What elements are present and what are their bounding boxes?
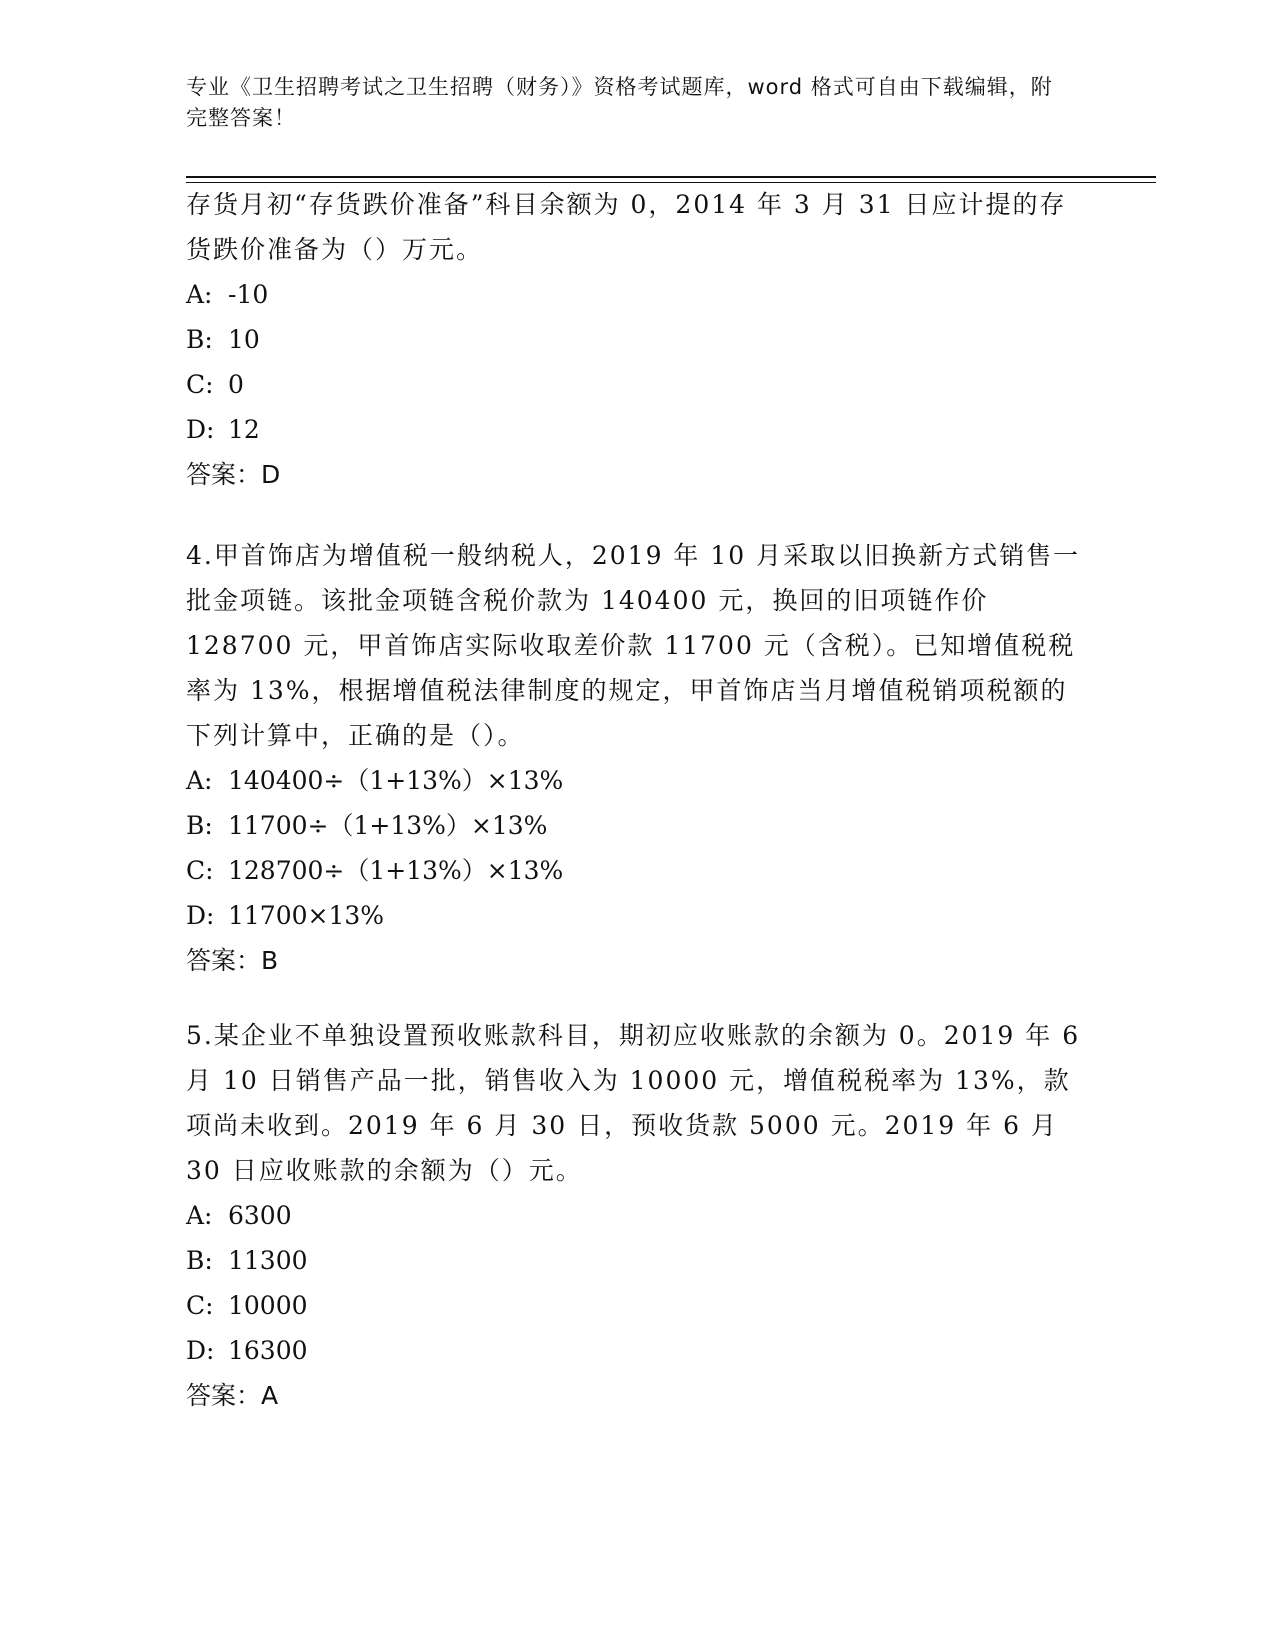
answer-line: 答案：B [186, 946, 279, 975]
option-key: A: [186, 766, 213, 795]
option-key: B: [186, 325, 213, 354]
header-divider-thick [186, 176, 1156, 178]
option-value: 16300 [228, 1336, 308, 1365]
option-d [186, 893, 1086, 938]
option-value: 128700÷（1+13%）×13% [228, 856, 564, 885]
option-value: 10 [228, 325, 260, 354]
question-block [186, 1013, 1086, 1418]
option-b [186, 317, 1086, 362]
option-c [186, 848, 1086, 893]
option-key: D: [186, 415, 215, 444]
answer-line: 答案：A [186, 1381, 279, 1410]
option-value: 140400÷（1+13%）×13% [228, 766, 564, 795]
question-text: 存货月初“存货跌价准备”科目余额为 0，2014 年 3 月 31 日应计提的存货跌价准备为（）万元。 [186, 190, 1067, 264]
option-d [186, 1328, 1086, 1373]
option-d [186, 407, 1086, 452]
option-key: D: [186, 901, 215, 930]
option-value: 11700×13% [228, 901, 385, 930]
question-block [186, 533, 1086, 983]
option-key: C: [186, 856, 214, 885]
option-value: 6300 [228, 1201, 292, 1230]
question-text: 5.某企业不单独设置预收账款科目，期初应收账款的余额为 0。2019 年 6 月 10 日销售产品一批，销售收入为 10000 元，增值税税率为 13%，款项尚未收到。2019 年 6 月 30 日，预收货款 5000 元。2019 年 6 月 30 日应收账款的余额为（）元。 [186, 1021, 1081, 1185]
option-value: 0 [228, 370, 244, 399]
option-value: 11300 [228, 1246, 308, 1275]
option-key: C: [186, 1291, 214, 1320]
answer-line: 答案：D [186, 460, 281, 489]
option-a [186, 272, 1086, 317]
option-b [186, 1238, 1086, 1283]
question-block [186, 182, 1086, 497]
option-c [186, 362, 1086, 407]
option-b [186, 803, 1086, 848]
option-a [186, 758, 1086, 803]
option-c [186, 1283, 1086, 1328]
option-value: 11700÷（1+13%）×13% [228, 811, 548, 840]
option-key: D: [186, 1336, 215, 1365]
option-key: B: [186, 1246, 213, 1275]
option-key: A: [186, 1201, 213, 1230]
option-value: 10000 [228, 1291, 308, 1320]
option-key: C: [186, 370, 214, 399]
option-value: 12 [228, 415, 260, 444]
option-key: A: [186, 280, 213, 309]
option-key: B: [186, 811, 213, 840]
option-value: -10 [228, 280, 269, 309]
option-a [186, 1193, 1086, 1238]
question-text: 4.甲首饰店为增值税一般纳税人，2019 年 10 月采取以旧换新方式销售一批金项链。该批金项链含税价款为 140400 元，换回的旧项链作价 128700 元，甲首饰店实际收取差价款 11700 元（含税）。已知增值税税率为 13%，根据增值税法律制度的规定，甲首饰店当月增值税销项税额的下列计算中，正确的是（）。 [186, 541, 1081, 750]
document-header: 专业《卫生招聘考试之卫生招聘（财务）》资格考试题库，word 格式可自由下载编辑，附完整答案！ [186, 75, 1053, 130]
